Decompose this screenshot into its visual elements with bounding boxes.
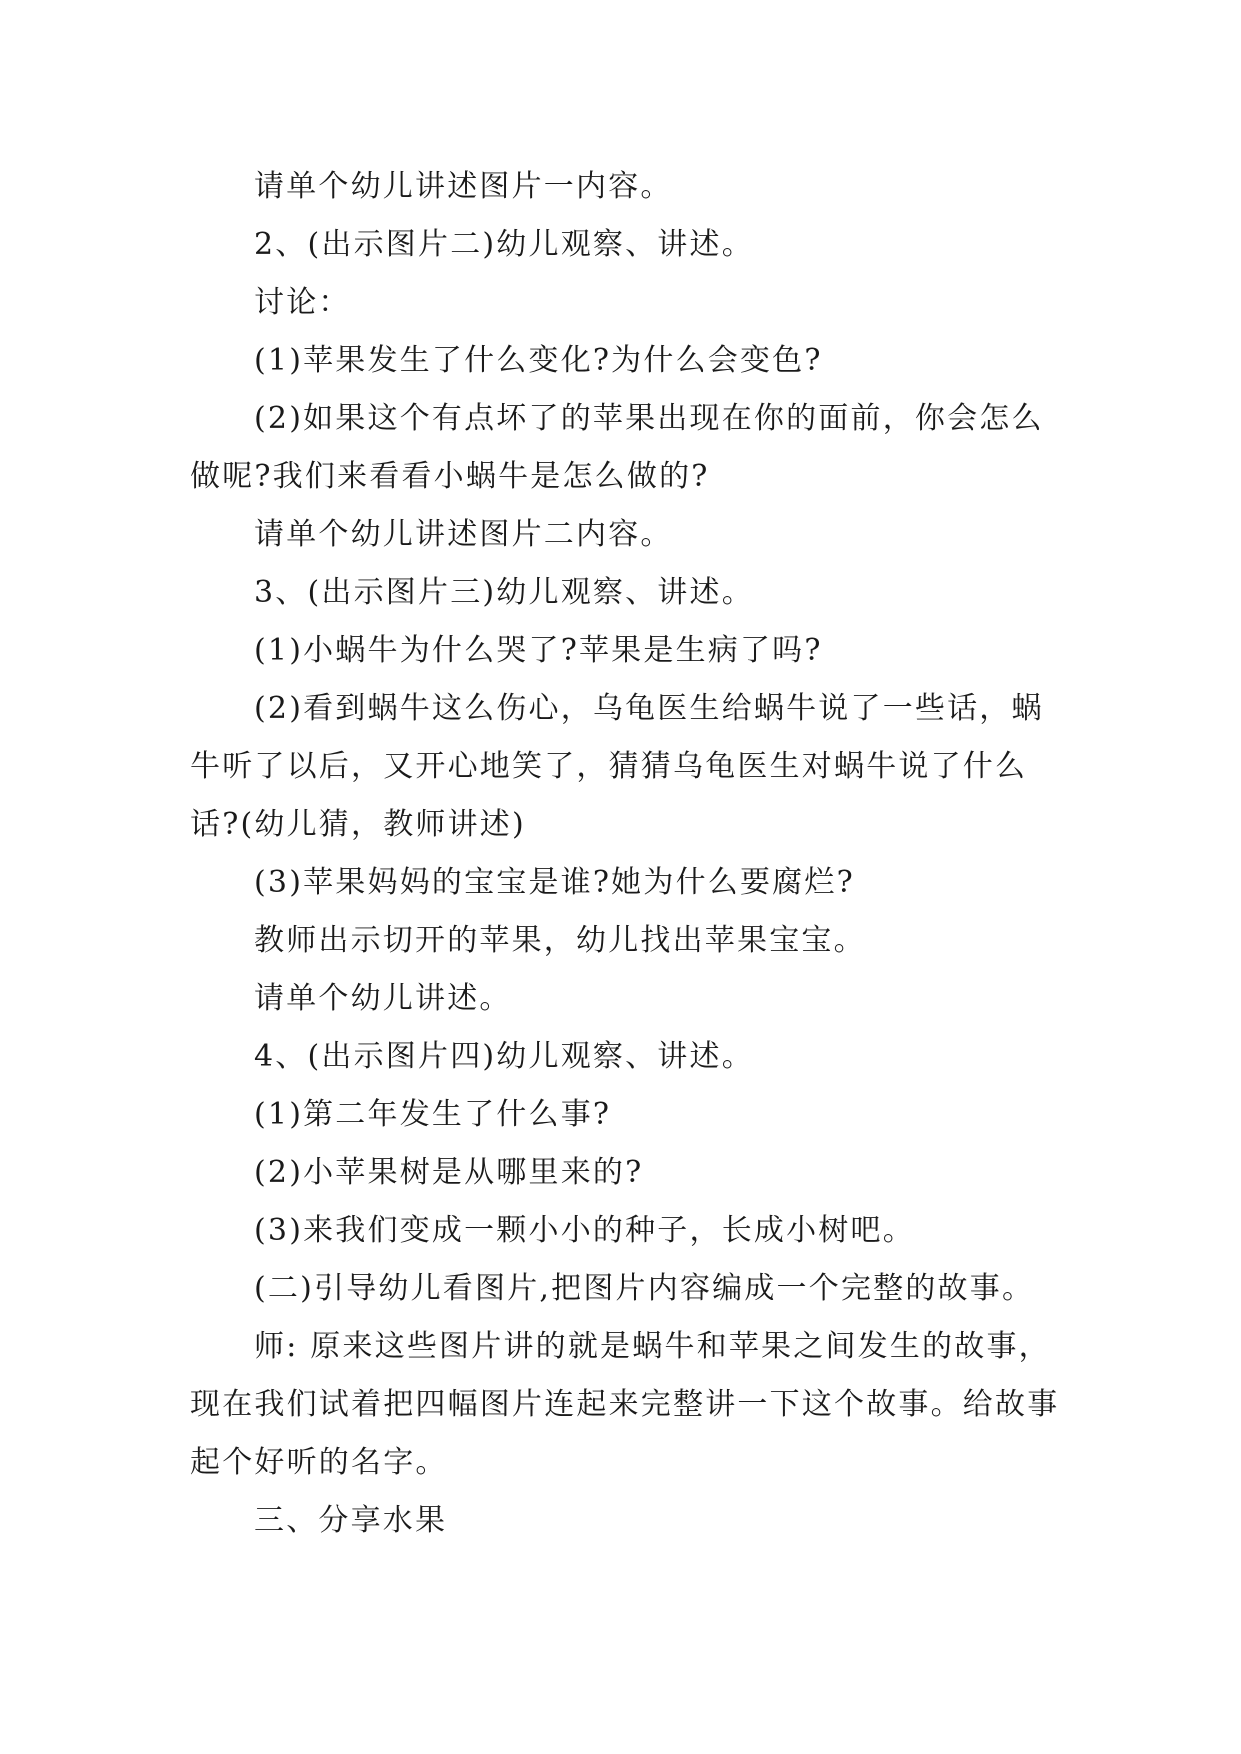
paragraph: 3、(出示图片三)幼儿观察、讲述。 — [254, 575, 754, 610]
section-heading: 三、分享水果 — [254, 1503, 448, 1538]
paragraph: (3)来我们变成一颗小小的种子，长成小树吧。 — [254, 1213, 915, 1248]
paragraph: (2)看到蜗牛这么伤心，乌龟医生给蜗牛说了一些话，蜗牛听了以后，又开心地笑了，猜猜乌龟医生对蜗牛说了什么话?(幼儿猜，教师讲述) — [190, 691, 1044, 842]
paragraph: 请单个幼儿讲述。 — [254, 981, 512, 1016]
paragraph: (2)如果这个有点坏了的苹果出现在你的面前，你会怎么做呢?我们来看看小蜗牛是怎么做的? — [190, 401, 1044, 494]
paragraph: (1)小蜗牛为什么哭了?苹果是生病了吗? — [254, 633, 823, 668]
paragraph: 请单个幼儿讲述图片一内容。 — [254, 169, 673, 204]
paragraph: (2)小苹果树是从哪里来的? — [254, 1155, 644, 1190]
paragraph: 师: 原来这些图片讲的就是蜗牛和苹果之间发生的故事，现在我们试着把四幅图片连起来完整讲一下这个故事。给故事起个好听的名字。 — [190, 1329, 1060, 1480]
paragraph: (3)苹果妈妈的宝宝是谁?她为什么要腐烂? — [254, 865, 855, 900]
paragraph: 请单个幼儿讲述图片二内容。 — [254, 517, 673, 552]
paragraph: 2、(出示图片二)幼儿观察、讲述。 — [254, 227, 754, 262]
paragraph: 教师出示切开的苹果，幼儿找出苹果宝宝。 — [254, 923, 866, 958]
paragraph: (1)苹果发生了什么变化?为什么会变色? — [254, 343, 823, 378]
document-body — [190, 158, 1060, 1550]
paragraph: 讨论： — [254, 285, 351, 320]
paragraph: (二)引导幼儿看图片,把图片内容编成一个完整的故事。 — [254, 1271, 1035, 1306]
paragraph: 4、(出示图片四)幼儿观察、讲述。 — [254, 1039, 754, 1074]
paragraph: (1)第二年发生了什么事? — [254, 1097, 612, 1132]
